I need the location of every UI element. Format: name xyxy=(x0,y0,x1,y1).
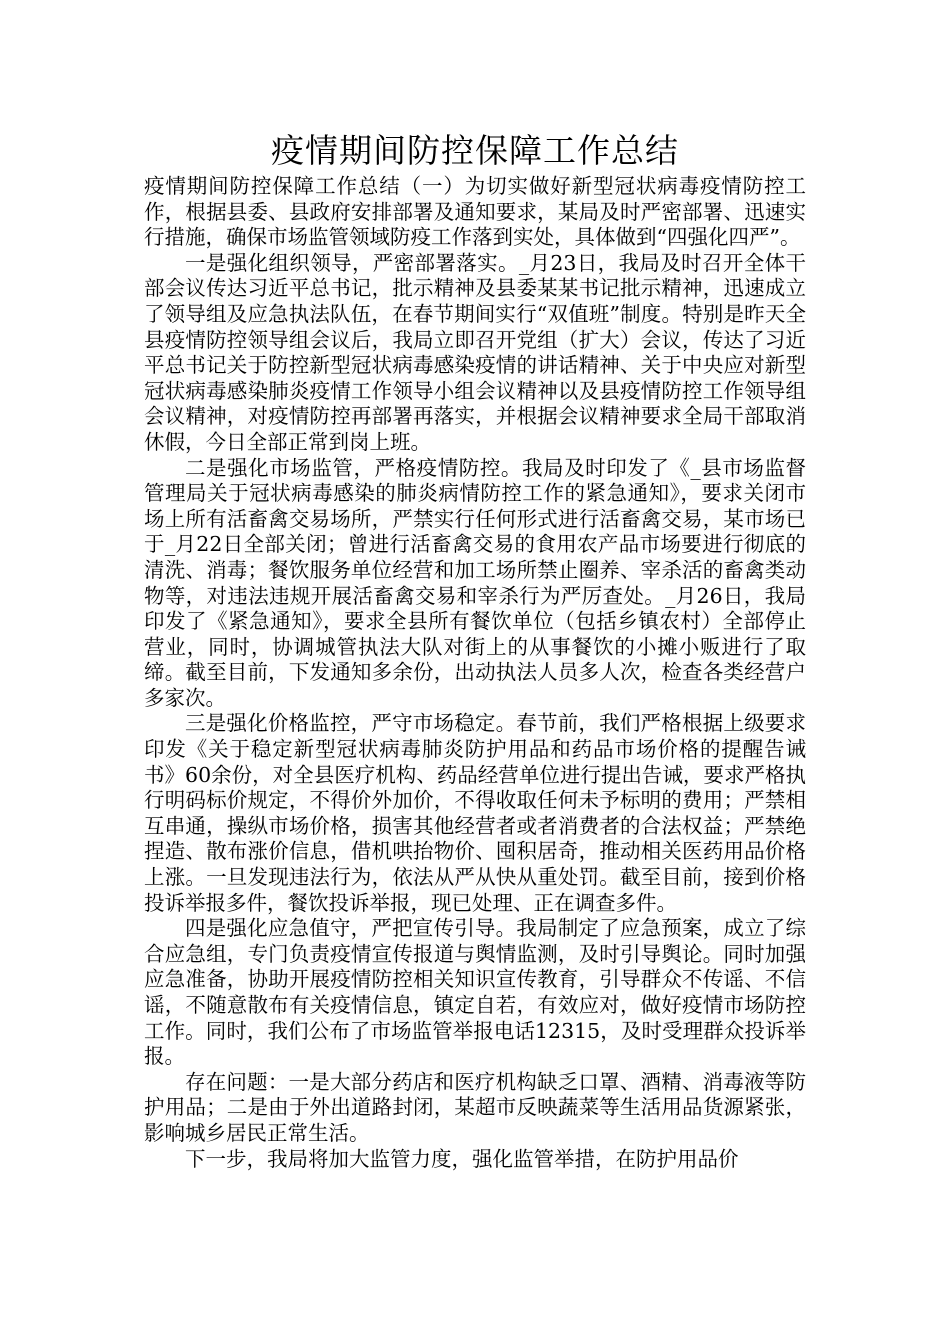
paragraph-price-monitoring: 三是强化价格监控，严守市场稳定。春节前，我们严格根据上级要求印发《关于稳定新型冠状病毒肺炎防护用品和药品市场价格的提醒告诫书》60余份，对全县医疗机构、药品经营单位进行提出告诫，要求严格执行明码标价规定，不得价外加价，不得收取任何未予标明的费用；严禁相互串通，操纵市场价格，损害其他经营者或者消费者的合法权益；严禁绝捏造、散布涨价信息，借机哄抬物价、囤积居奇，推动相关医药用品价格上涨。一旦发现违法行为，依法从严从快从重处罚。截至目前，接到价格投诉举报多件，餐饮投诉举报，现已处理、正在调查多件。 xyxy=(144,711,806,915)
paragraph-intro: 疫情期间防控保障工作总结（一）为切实做好新型冠状病毒疫情防控工作，根据县委、县政府安排部署及通知要求，某局及时严密部署、迅速实行措施，确保市场监管领域防疫工作落到实处，具体做到“四强化四严”。 xyxy=(144,174,806,250)
document-title: 疫情期间防控保障工作总结 xyxy=(271,131,679,170)
paragraph-problems: 存在问题：一是大部分药店和医疗机构缺乏口罩、酒精、消毒液等防护用品；二是由于外出道路封闭，某超市反映蔬菜等生活用品货源紧张，影响城乡居民正常生活。 xyxy=(144,1069,806,1145)
paragraph-market-supervision: 二是强化市场监管，严格疫情防控。我局及时印发了《_县市场监督管理局关于冠状病毒感染的肺炎病情防控工作的紧急通知》，要求关闭市场上所有活畜禽交易场所，严禁实行任何形式进行活畜禽交易，某市场已于_月22日全部关闭；曾进行活畜禽交易的食用农产品市场要进行彻底的清洗、消毒；餐饮服务单位经营和加工场所禁止圈养、宰杀活的畜禽类动物等，对违法违规开展活畜禽交易和宰杀行为严厉查处。_月26日，我局印发了《紧急通知》，要求全县所有餐饮单位（包括乡镇农村）全部停止营业，同时，协调城管执法大队对街上的从事餐饮的小摊小贩进行了取缔。截至目前，下发通知多余份，出动执法人员多人次，检查各类经营户多家次。 xyxy=(144,455,806,710)
paragraph-next-steps: 下一步，我局将加大监管力度，强化监管举措，在防护用品价 xyxy=(185,1146,739,1171)
paragraph-emergency-duty: 四是强化应急值守，严把宣传引导。我局制定了应急预案，成立了综合应急组，专门负责疫情宣传报道与舆情监测，及时引导舆论。同时加强应急准备，协助开展疫情防控相关知识宣传教育，引导群众不传谣、不信谣，不随意散布有关疫情信息，镇定自若，有效应对，做好疫情市场防控工作。同时，我们公布了市场监管举报电话12315，及时受理群众投诉举报。 xyxy=(144,916,806,1069)
paragraph-organization: 一是强化组织领导，严密部署落实。_月23日，我局及时召开全体干部会议传达习近平总书记，批示精神及县委某某书记批示精神，迅速成立了领导组及应急执法队伍，在春节期间实行“双值班”制度。特别是昨天全县疫情防控领导组会议后，我局立即召开党组（扩大）会议，传达了习近平总书记关于防控新型冠状病毒感染疫情的讲话精神、关于中央应对新型冠状病毒感染肺炎疫情工作领导小组会议精神以及县疫情防控工作领导组会议精神，对疫情防控再部署再落实，并根据会议精神要求全局干部取消休假，今日全部正常到岗上班。 xyxy=(144,250,806,454)
document-page xyxy=(144,128,806,1172)
